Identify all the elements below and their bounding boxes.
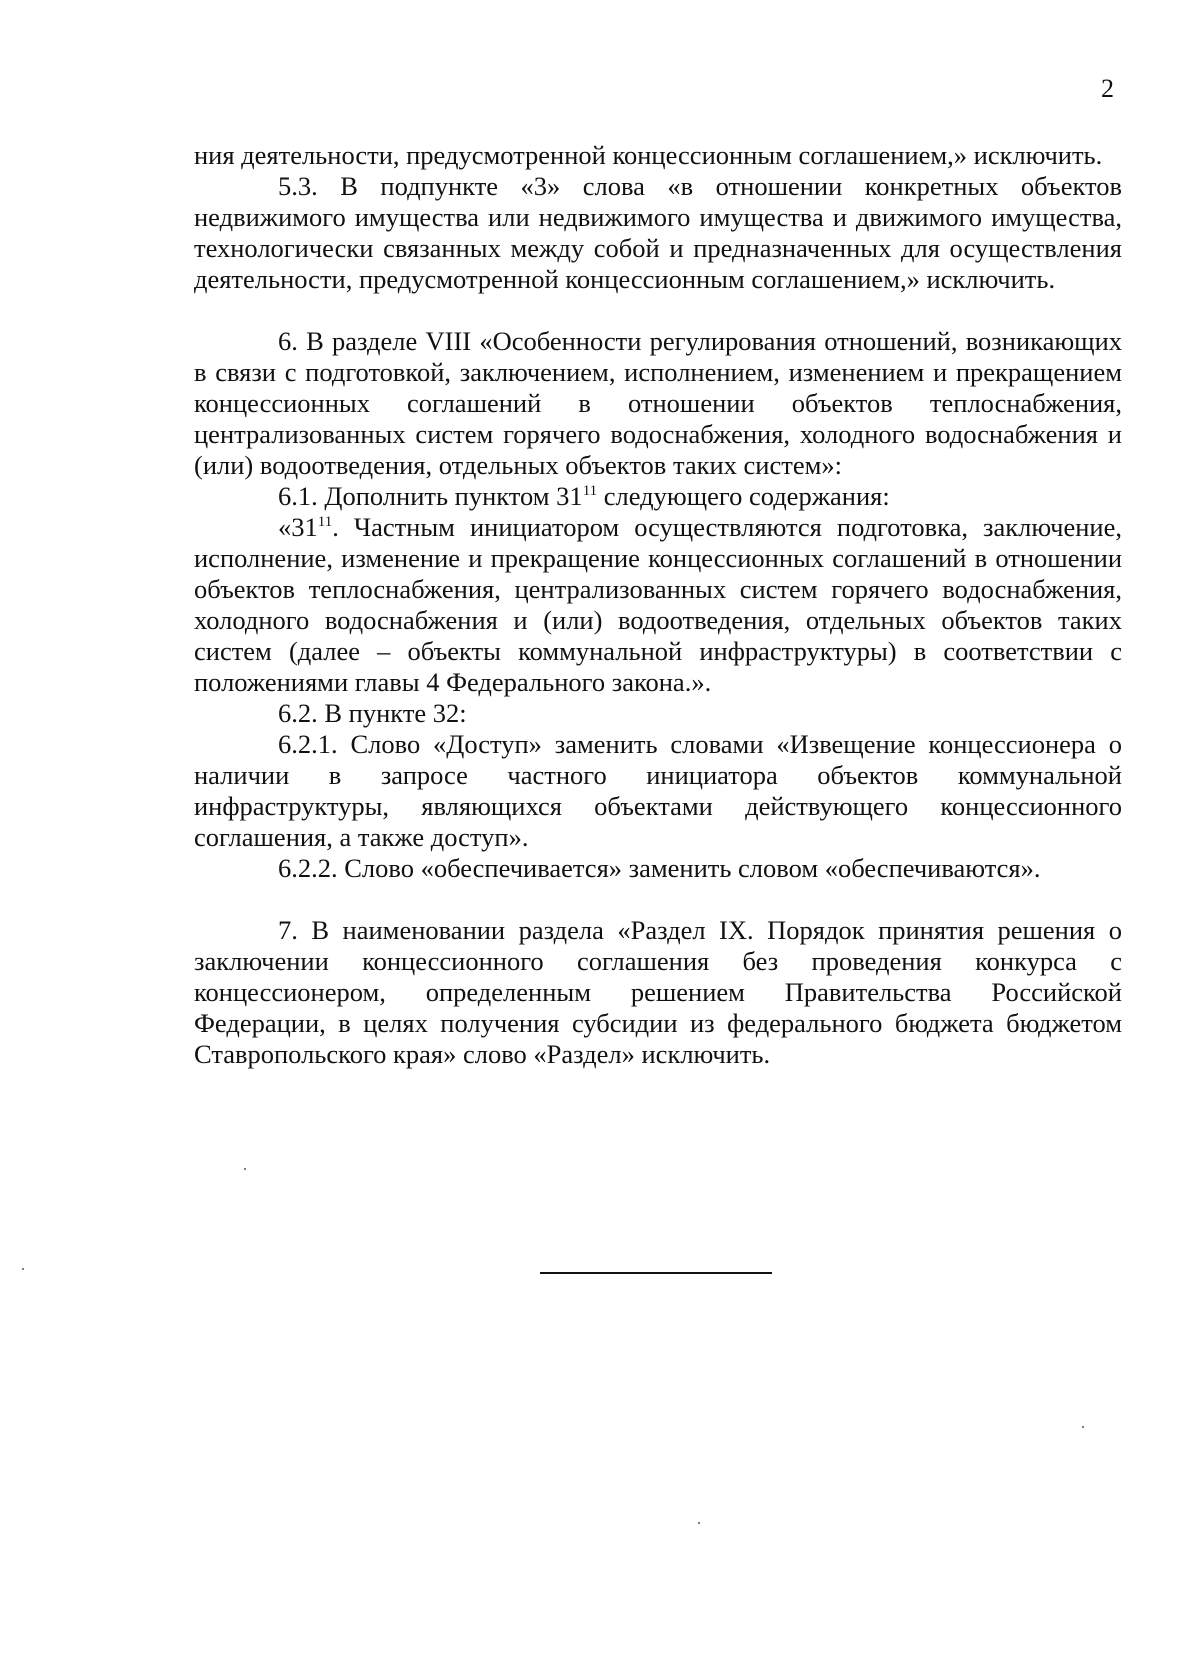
end-of-document-rule [540,1272,772,1274]
scan-speck [1082,1426,1084,1428]
scan-speck [244,1168,246,1170]
document-body [194,140,1122,1070]
superscript-11: 11 [317,514,333,531]
paragraph-6-1 [194,481,1122,512]
paragraph-6-2-2: 6.2.2. Слово «обеспечивается» заменить словом «обеспечиваются». [278,853,1041,883]
paragraph-7: 7. В наименовании раздела «Раздел IX. Порядок принятия решения о заключении концессионного соглашения без проведения конкурса с концессионером, определенным решением Правительства Российской Федерации, в целях получения субсидии из федерального бюджета бюджетом Ставропольского края» слово «Раздел» исключить. [194,915,1122,1069]
paragraph-6-2-1: 6.2.1. Слово «Доступ» заменить словами «Извещение концессионера о наличии в запросе частного инициатора объектов коммунальной инфраструктуры, являющихся объектами действующего концессионного соглашения, а также доступ». [194,729,1122,852]
paragraph-5-3: 5.3. В подпункте «3» слова «в отношении конкретных объектов недвижимого имущества или недвижимого имущества и движимого имущества, технологически связанных между собой и предназначенных для осуществления деятельности, предусмотренной концессионным соглашением,» исключить. [194,171,1122,294]
superscript-11: 11 [582,483,598,500]
paragraph-31-11-prefix: «31 [278,512,318,542]
paragraph-6-1-text: 6.1. Дополнить пунктом 31 [278,481,583,511]
paragraph-31-11 [194,512,1122,698]
paragraph-6: 6. В разделе VIII «Особенности регулирования отношений, возникающих в связи с подготовкой, заключением, исполнением, изменением и прекращением концессионных соглашений в отношении объектов теплоснабжения, централизованных систем горячего водоснабжения, холодного водоснабжения и (или) водоотведения, отдельных объектов таких систем»: [194,326,1122,480]
paragraph-31-11-text: . Частным инициатором осуществляются подготовка, заключение, исполнение, изменение и прекращение концессионных соглашений в отношении объектов теплоснабжения, централизованных систем горячего водоснабжения, холодного водоснабжения и (или) водоотведения, отдельных объектов таких систем (далее – объекты коммунальной инфраструктуры) в соответствии с положениями главы 4 Федерального закона.». [194,512,1122,697]
scan-speck [22,1268,24,1270]
scan-speck [698,1522,700,1524]
page-number: 2 [1101,74,1114,103]
paragraph-continuation: ния деятельности, предусмотренной концессионным соглашением,» исключить. [194,140,1103,170]
paragraph-6-1-suffix: следующего содержания: [597,481,890,511]
paragraph-6-2: 6.2. В пункте 32: [278,698,467,728]
